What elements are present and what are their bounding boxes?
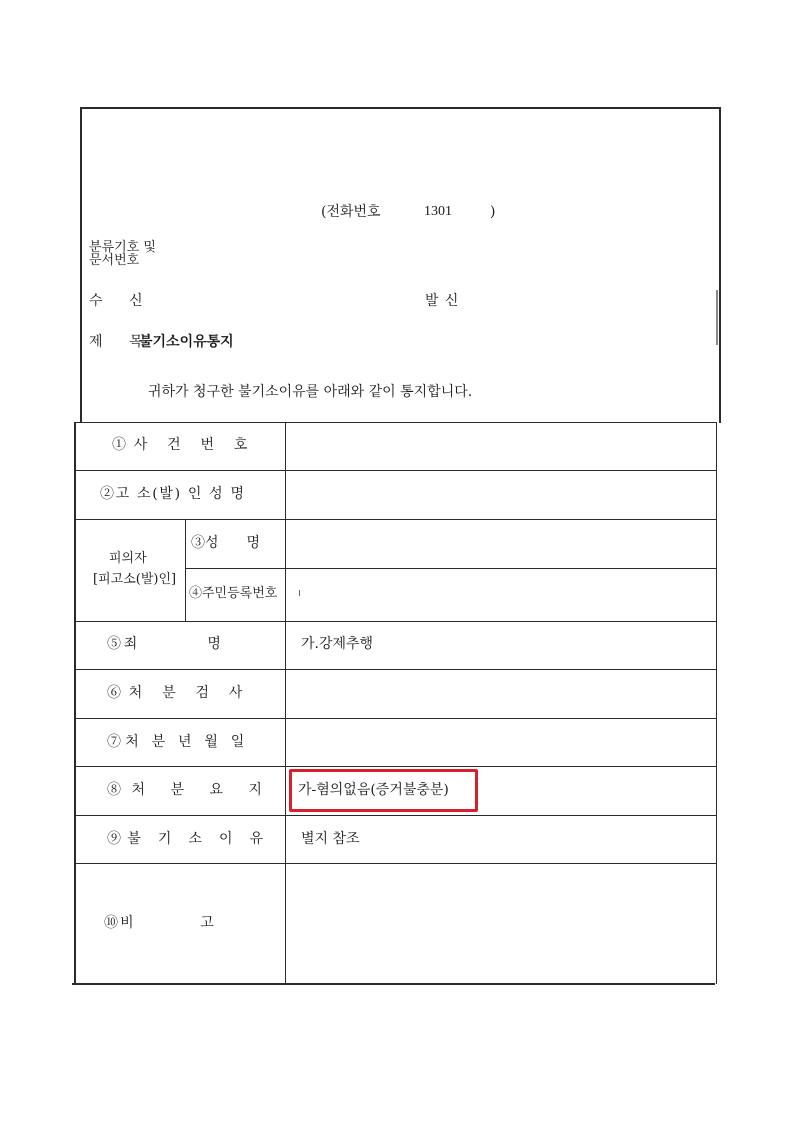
table-line-row6 xyxy=(74,718,717,719)
table-line-row8 xyxy=(74,815,717,816)
disposition-date-label: ⑦처 분 년 월 일 xyxy=(107,734,249,750)
table-line-bottom xyxy=(72,983,715,985)
table-line-top xyxy=(74,422,717,423)
table-line-row7 xyxy=(74,766,717,767)
table-line-row2 xyxy=(74,519,717,520)
scan-edge-mark xyxy=(716,290,718,345)
table-suspect-divider xyxy=(185,519,186,621)
table-line-row3-inner xyxy=(185,568,717,569)
reason-value: 별지 참조 xyxy=(301,831,360,847)
crime-label: ⑤죄 명 xyxy=(107,636,224,652)
complainant-label: ②고 소(발) 인 성 명 xyxy=(100,486,246,502)
table-line-row1 xyxy=(74,470,717,471)
phone-number: 1301 xyxy=(424,204,452,219)
table-line-row4 xyxy=(74,621,717,622)
resident-number-label: ④주민등록번호 xyxy=(189,586,278,601)
frame-left-border xyxy=(80,107,82,423)
table-left-border xyxy=(74,422,76,984)
crime-value: 가.강제추행 xyxy=(301,636,374,652)
reason-label: ⑨불 기 소 이 유 xyxy=(107,831,270,847)
suspect-name-label: ③성 명 xyxy=(191,535,261,551)
doc-number-label-line1: 분류기호 및 xyxy=(89,240,156,255)
frame-top-border xyxy=(80,107,721,109)
disposition-summary-value: 가-혐의없음(증거불충분) xyxy=(298,782,449,798)
doc-number-label-line2: 문서번호 xyxy=(89,253,140,268)
phone-label: (전화번호 xyxy=(321,204,381,220)
table-right-border xyxy=(716,422,717,984)
prosecutor-label: ⑥처 분 검 사 xyxy=(107,685,251,701)
frame-right-border xyxy=(719,107,721,423)
sender-label: 발신 xyxy=(425,293,465,309)
case-number-label: ①사 건 번 호 xyxy=(112,437,256,453)
resident-number-mark xyxy=(299,590,300,596)
suspect-group-label-line1: 피의자 xyxy=(109,551,147,566)
remarks-label: ⑩비 고 xyxy=(104,915,216,931)
disposition-summary-label: ⑧처 분 요 지 xyxy=(107,782,273,798)
intro-sentence: 귀하가 청구한 불기소이유를 아래와 같이 통지합니다. xyxy=(148,384,473,400)
recipient-label: 수 신 xyxy=(89,293,149,309)
table-label-divider xyxy=(285,422,286,984)
suspect-group-label-line2: [피고소(발)인] xyxy=(93,572,177,587)
table-line-row5 xyxy=(74,669,717,670)
subject-value: 불기소이유통지 xyxy=(139,334,234,350)
subject-label: 제 목 xyxy=(89,334,149,350)
phone-close: ) xyxy=(490,204,496,220)
table-line-row9 xyxy=(74,863,717,864)
